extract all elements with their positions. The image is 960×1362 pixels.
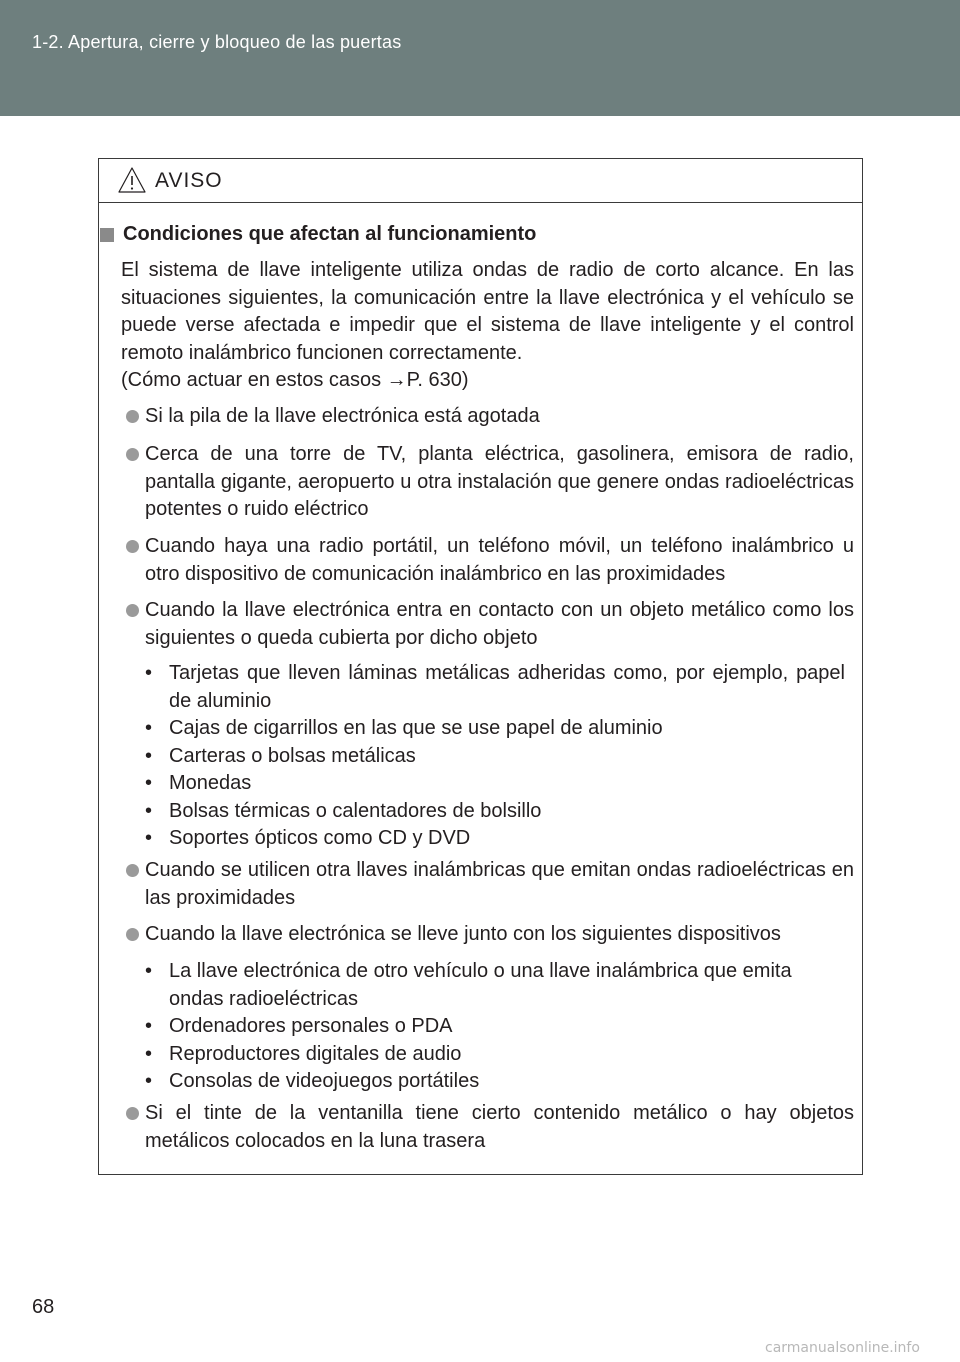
section-title: 1-2. Apertura, cierre y bloqueo de las puertas: [32, 32, 402, 52]
sub-list-item: • Bolsas térmicas o calentadores de bolsillo: [145, 799, 542, 822]
sub-list-item: • Soportes ópticos como CD y DVD: [145, 827, 471, 849]
list-item: Si el tinte de la ventanilla tiene cierto contenido metálico o hay objetos metálicos colocados en la luna trasera: [121, 1100, 854, 1155]
sub-list-item: • Reproductores digitales de audio: [145, 1042, 462, 1065]
intro-text: El sistema de llave inteligente utiliza ondas de radio de corto alcance. En las situaciones siguientes, la comunicación entre la llave electrónica y el vehículo se puede verse afectada e impedir que el sistema de llave inteligente y el control remoto inalámbrico funcionen correctamente.: [121, 259, 854, 364]
round-bullet-icon: [126, 448, 139, 461]
warning-header: [99, 159, 862, 203]
list-item: Si la pila de la llave electrónica está agotada: [121, 403, 854, 431]
sub-list-item: • Carteras o bolsas metálicas: [145, 744, 416, 767]
round-bullet-icon: [126, 540, 139, 553]
header-band: [0, 0, 960, 116]
round-bullet-icon: [126, 1107, 139, 1120]
intro-paragraph: [121, 257, 854, 395]
metal-objects-list: [145, 660, 845, 853]
warning-box: AVISO Condiciones que afectan al funcionamiento El sistema de llave inteligente utiliza ondas de radio de corto alcance. En las situaciones siguientes, la comunicación entre la llave electrónica y el vehículo se puede verse afectada e impedir que el sistema de llave inteligente y el control remoto inalámbrico funcionen correctamente. (Cómo actuar en estos casos →P. 630) Si la pila de la llave electrónica está agotada Cerca de una torre de TV, planta eléctrica, gasolinera, emisora de radio, pantalla gigante, aeropuerto u otra instalación que genere ondas radioeléctricas potentes o ruido eléctrico Cuando haya una radio portátil, un teléfono móvil, un teléfono inalámbrico u otro dispositivo de comunicación inalámbrico en las proximidades Cuando la llave electrónica entra en contacto con un objeto metálico como los siguientes o queda cubierta por dicho objeto • Tarjetas que lleven láminas metálicas adheridas como, por ejemplo, papel de aluminio • Cajas de cigarrillos en las que se use papel de aluminio • Carteras o bolsas metálicas • Monedas • Bolsas térmicas o calentadores de bolsillo • Soportes ópticos como CD y DVD Cuando se utilicen otra llaves inalámbricas que emitan ondas radioeléctricas en las proximidades Cuando la llave electrónica se lleve junto con los siguientes dispositivos • La llave electrónica de otro vehículo o una llave inalámbrica que emita ondas radioeléctricas • Ordenadores personales o PDA • Reproductores digitales de audio • Consolas de videojuegos portátiles Si el tinte de la ventanilla tiene cierto contenido metálico o hay objetos metálicos colocados en la luna trasera: [98, 158, 863, 1175]
sub-list-item: • Monedas: [145, 772, 252, 794]
square-bullet-icon: [100, 228, 114, 242]
round-bullet-icon: [126, 410, 139, 423]
sub-list-item: • Cajas de cigarrillos en las que se use papel de aluminio: [145, 717, 663, 739]
round-bullet-icon: [126, 928, 139, 941]
list-item: Cuando haya una radio portátil, un teléfono móvil, un teléfono inalámbrico u otro dispositivo de comunicación inalámbrico en las proximidades: [121, 533, 854, 588]
sub-list-item: • Tarjetas que lleven láminas metálicas adheridas como, por ejemplo, papel de aluminio: [145, 662, 845, 712]
page-number: 68: [32, 1296, 55, 1318]
list-item: Cuando se utilicen otra llaves inalámbricas que emitan ondas radioeléctricas en las proximidades: [121, 857, 854, 912]
list-item: Cuando la llave electrónica entra en contacto con un objeto metálico como los siguientes o queda cubierta por dicho objeto: [121, 597, 854, 652]
list-item: Cuando la llave electrónica se lleve junto con los siguientes dispositivos: [121, 921, 854, 949]
round-bullet-icon: [126, 864, 139, 877]
sub-list-item: • Consolas de videojuegos portátiles: [145, 1070, 480, 1092]
watermark: carmanualsonline.info: [765, 1340, 920, 1356]
warning-triangle-icon: [117, 166, 147, 194]
sub-list-item: • Ordenadores personales o PDA: [145, 1015, 453, 1037]
list-item: Cerca de una torre de TV, planta eléctrica, gasolinera, emisora de radio, pantalla gigante, aeropuerto u otra instalación que genere ondas radioeléctricas potentes o ruido eléctrico: [121, 441, 854, 524]
round-bullet-icon: [126, 604, 139, 617]
page-reference: (Cómo actuar en estos casos →P. 630): [121, 369, 469, 391]
devices-list: [145, 958, 845, 1096]
sub-list-item: • La llave electrónica de otro vehículo o una llave inalámbrica que emita ondas radioeléctricas: [145, 960, 792, 1010]
warning-label: AVISO: [155, 169, 223, 192]
